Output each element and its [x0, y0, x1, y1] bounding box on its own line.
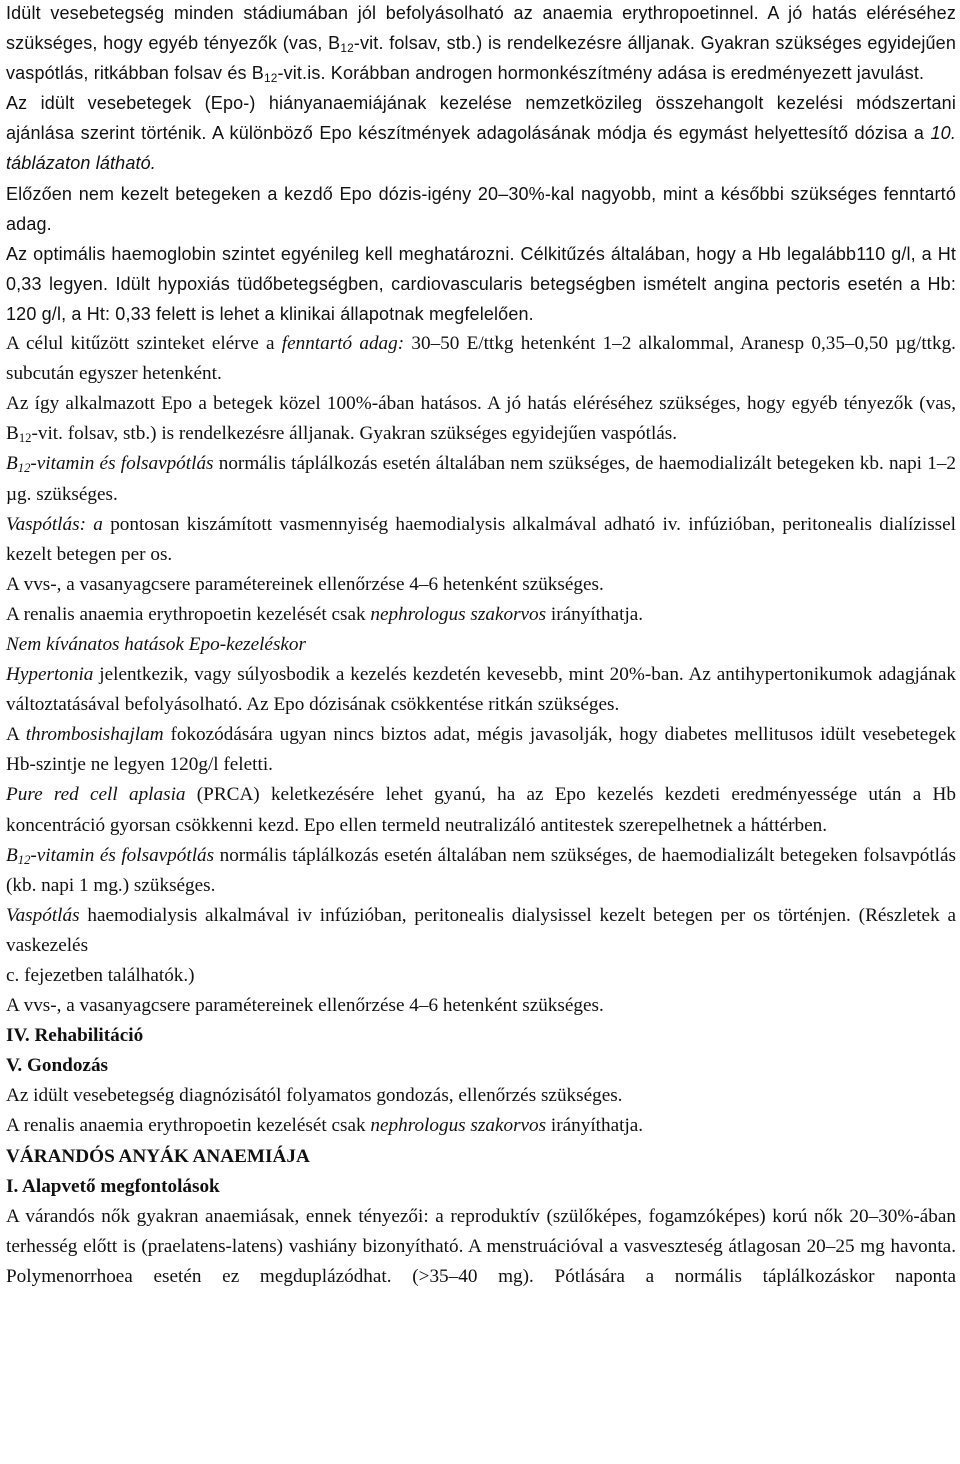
paragraph-epo-intro: Idült vesebetegség minden stádiumában jól befolyásolható az anaemia erythropoetinnel. A jó hatás eléréséhez szükséges, hogy egyéb tényezők (vas, $B_{12}$-vit. folsav, stb.) is rendelkezésre álljanak. Gyakran szükséges egyidejűen vaspótlás, ritkábban folsav és $B_{12}-vit.is$. Korábban androgen hormonkészítmény adása is eredményezett javulást.: [6, 3, 956, 86]
paragraph-iron-supplementation-2: Vaspótlás haemodialysis alkalmával iv infúzióban, peritonealis dialysissel kezelt betegen per os történjen. (Részletek a vaskezelés c. fejezetben találhatók.): [6, 904, 956, 986]
paragraph-hemoglobin-target: Az optimális haemoglobin szintet egyénileg kell meghatározni. Célkitűzés általában, hogy a Hb legalább110 g/l, a Ht 0,33 legyen. Idült hypoxiás tüdőbetegségben, cardiovascularis betegségben ismételt angina pectoris esetén a Hb: 120 g/l, a Ht: 0,33 felett is lehet a klinikai állapotnak megfelelően.: [6, 243, 956, 324]
paragraph-iron-supplementation: Vaspótlás: a pontosan kiszámított vasmennyiség haemodialysis alkalmával adható iv. infúzióban, peritonealis dialízissel kezelt betegen per os.: [6, 513, 956, 565]
paragraph-initial-dose: Előzően nem kezelt betegeken a kezdő Epo dózis-igény 20–30%-kal nagyobb, mint a későbbi szükséges fenntartó adag.: [6, 183, 956, 234]
paragraph-care: Az idült vesebetegség diagnózisától folyamatos gondozás, ellenőrzés szükséges.: [6, 1085, 623, 1107]
document-page: [6, 0, 956, 1292]
paragraph-hypertension: Hypertonia jelentkezik, vagy súlyosbodik a kezelés kezdetén kevesebb, mint 20%-ban. Az antihypertonikumok adagjának változtatásával befolyásolható. Az Epo dózisának csökkentése ritkán szükséges.: [6, 664, 956, 716]
heading-basic-considerations: I. Alapvető megfontolások: [6, 1175, 220, 1197]
subheading-adverse-effects: Nem kívánatos hatások Epo-kezeléskor: [6, 633, 306, 655]
paragraph-treatment-guideline: Az idült vesebetegek (Epo-) hiányanaemiájának kezelése nemzetközileg összehangolt kezelési módszertani ajánlása szerint történik. A különböző Epo készítmények adagolásának módja és egymást helyettesítő dózisa a 10. táblázaton látható.: [6, 93, 956, 174]
paragraph-thrombosis: A thrombosishajlam fokozódására ugyan nincs biztos adat, mégis javasolják, hogy diabetes mellitusos idült vesebetegek Hb-szintje ne legyen 120g/l feletti.: [6, 724, 956, 776]
paragraph-maintenance-dose: A célul kitűzött szinteket elérve a fenntartó adag: 30–50 E/ttkg hetenként 1–2 alkalommal, Aranesp 0,35–0,50 µg/ttkg. subcután egyszer hetenként.: [6, 333, 956, 385]
paragraph-b12-folate: $B_{12}$-vitamin és folsavpótlás normális táplálkozás esetén általában nem szükséges, de haemodializált betegeken kb. napi 1–2 µg. szükséges.: [6, 453, 957, 505]
paragraph-blood-check-2: A vvs-, a vasanyagcsere paramétereinek ellenőrzése 4–6 hetenként szükséges.: [6, 995, 604, 1017]
paragraph-epo-efficacy: Az így alkalmazott Epo a betegek közel 100%-ában hatásos. A jó hatás eléréséhez szükséges, hogy egyéb tényezők (vas, $B_{12}$-vit. folsav, stb.) is rendelkezésre álljanak. Gyakran szükséges egyidejűen vaspótlás.: [6, 393, 956, 446]
paragraph-prca: Pure red cell aplasia (PRCA) keletkezésére lehet gyanú, ha az Epo kezelés kezdeti eredményessége után a Hb koncentráció gyorsan csökkenni kezd. Epo ellen termeld neutralizáló antitestek szerepelhetnek a háttérben.: [6, 784, 956, 836]
paragraph-specialist: A renalis anaemia erythropoetin kezelését csak nephrologus szakorvos irányíthatja.: [6, 603, 644, 625]
heading-rehabilitation: IV. Rehabilitáció: [6, 1025, 144, 1047]
paragraph-blood-check: A vvs-, a vasanyagcsere paramétereinek ellenőrzése 4–6 hetenként szükséges.: [6, 573, 604, 595]
paragraph-b12-folate-2: $B_{12}$-vitamin és folsavpótlás normális táplálkozás esetén általában nem szükséges, de haemodializált betegeken folsavpótlás (kb. napi 1 mg.) szükséges.: [6, 844, 956, 896]
paragraph-specialist-2: A renalis anaemia erythropoetin kezelését csak nephrologus szakorvos irányíthatja.: [6, 1115, 644, 1137]
paragraph-pregnancy-intro: A várandós nők gyakran anaemiásak, ennek tényezői: a reproduktív (szülőképes, fogamzóképes) korú nők 20–30%-ában terhesség előtt is (praelatens-latens) vashiány bizonyítható. A menstruációval a vasveszteség átlagosan 20–25 mg havonta. Polymenorrhoea esetén ez megduplázódhat. (>35–40 mg). Pótlására a normális táplálkozáskor naponta: [6, 1205, 956, 1287]
heading-pregnancy-anaemia: VÁRANDÓS ANYÁK ANAEMIÁJA: [6, 1145, 310, 1167]
heading-care: V. Gondozás: [6, 1055, 109, 1077]
